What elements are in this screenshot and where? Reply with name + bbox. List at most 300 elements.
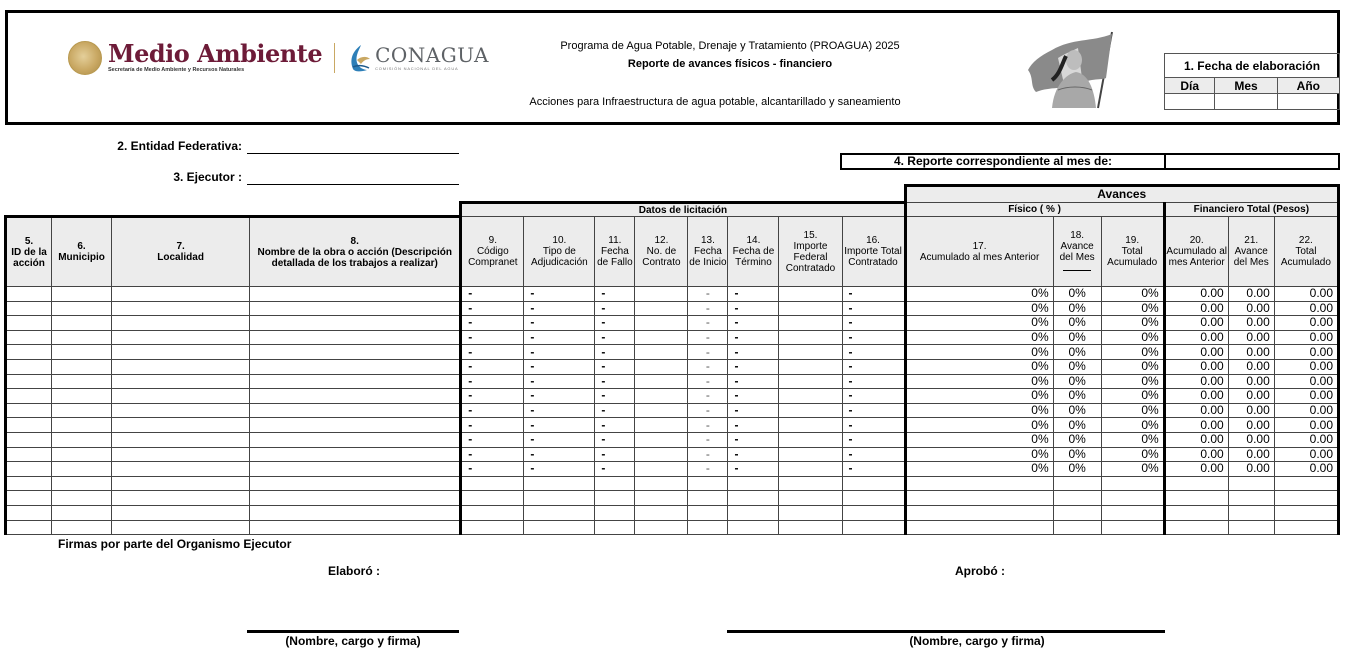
table-cell[interactable]: -: [728, 374, 779, 389]
table-cell[interactable]: [524, 505, 595, 520]
table-cell[interactable]: 0%: [1053, 389, 1101, 404]
table-cell[interactable]: [842, 520, 905, 535]
table-cell[interactable]: -: [728, 359, 779, 374]
table-cell[interactable]: 0.00: [1228, 403, 1274, 418]
table-cell[interactable]: -: [728, 418, 779, 433]
table-cell[interactable]: [635, 345, 688, 360]
table-cell[interactable]: -: [524, 432, 595, 447]
table-cell[interactable]: -: [842, 316, 905, 331]
table-cell[interactable]: 0%: [1101, 316, 1164, 331]
table-cell[interactable]: 0%: [1101, 418, 1164, 433]
table-cell[interactable]: -: [688, 345, 728, 360]
table-cell[interactable]: [112, 505, 250, 520]
table-cell[interactable]: 0.00: [1274, 374, 1338, 389]
table-cell[interactable]: 0%: [1101, 359, 1164, 374]
table-cell[interactable]: [112, 418, 250, 433]
table-cell[interactable]: [52, 345, 112, 360]
entidad-federativa-field[interactable]: [247, 153, 459, 154]
table-cell[interactable]: [779, 447, 842, 462]
table-cell[interactable]: [635, 389, 688, 404]
table-cell[interactable]: [779, 520, 842, 535]
table-cell[interactable]: -: [461, 359, 524, 374]
table-cell[interactable]: 0%: [905, 389, 1053, 404]
table-cell[interactable]: [1101, 520, 1164, 535]
table-cell[interactable]: -: [461, 432, 524, 447]
table-cell[interactable]: [52, 359, 112, 374]
table-cell[interactable]: -: [595, 462, 635, 477]
table-cell[interactable]: [635, 491, 688, 506]
table-cell[interactable]: [461, 505, 524, 520]
table-cell[interactable]: [52, 520, 112, 535]
table-cell[interactable]: [779, 389, 842, 404]
table-cell[interactable]: -: [842, 330, 905, 345]
table-cell[interactable]: 0%: [905, 462, 1053, 477]
table-cell[interactable]: 0%: [905, 330, 1053, 345]
table-cell[interactable]: -: [461, 403, 524, 418]
table-cell[interactable]: [779, 462, 842, 477]
table-cell[interactable]: 0%: [1053, 418, 1101, 433]
table-cell[interactable]: -: [688, 374, 728, 389]
table-cell[interactable]: [779, 374, 842, 389]
table-cell[interactable]: 0.00: [1228, 418, 1274, 433]
table-cell[interactable]: [728, 505, 779, 520]
reporte-mes-field[interactable]: [1166, 155, 1338, 168]
table-cell[interactable]: [6, 301, 52, 316]
table-cell[interactable]: [728, 476, 779, 491]
table-cell[interactable]: [112, 359, 250, 374]
table-cell[interactable]: [112, 462, 250, 477]
table-cell[interactable]: -: [524, 462, 595, 477]
table-cell[interactable]: [842, 491, 905, 506]
table-cell[interactable]: [595, 520, 635, 535]
table-cell[interactable]: 0.00: [1274, 345, 1338, 360]
table-cell[interactable]: [595, 491, 635, 506]
table-cell[interactable]: [112, 476, 250, 491]
table-cell[interactable]: [250, 432, 461, 447]
table-cell[interactable]: -: [688, 389, 728, 404]
table-cell[interactable]: [112, 520, 250, 535]
table-cell[interactable]: 0%: [1101, 345, 1164, 360]
table-cell[interactable]: [842, 505, 905, 520]
table-cell[interactable]: [688, 491, 728, 506]
table-cell[interactable]: [6, 447, 52, 462]
table-cell[interactable]: [6, 389, 52, 404]
table-cell[interactable]: [52, 389, 112, 404]
table-cell[interactable]: [250, 287, 461, 302]
table-cell[interactable]: -: [842, 418, 905, 433]
table-cell[interactable]: [635, 447, 688, 462]
table-cell[interactable]: 0%: [1053, 287, 1101, 302]
table-cell[interactable]: 0.00: [1228, 447, 1274, 462]
table-cell[interactable]: [1164, 505, 1228, 520]
table-cell[interactable]: -: [524, 287, 595, 302]
fecha-anio-field[interactable]: [1277, 94, 1339, 110]
table-cell[interactable]: [524, 476, 595, 491]
table-cell[interactable]: [52, 403, 112, 418]
table-cell[interactable]: [635, 520, 688, 535]
table-cell[interactable]: [6, 374, 52, 389]
table-cell[interactable]: [524, 520, 595, 535]
table-cell[interactable]: [1274, 476, 1338, 491]
table-cell[interactable]: [1164, 491, 1228, 506]
table-cell[interactable]: 0%: [1053, 359, 1101, 374]
elaboro-signature-line[interactable]: [247, 630, 459, 633]
table-cell[interactable]: [635, 476, 688, 491]
table-cell[interactable]: [6, 345, 52, 360]
table-cell[interactable]: [6, 432, 52, 447]
table-cell[interactable]: -: [461, 316, 524, 331]
table-cell[interactable]: 0.00: [1164, 359, 1228, 374]
table-cell[interactable]: 0%: [1053, 374, 1101, 389]
table-cell[interactable]: [6, 287, 52, 302]
table-cell[interactable]: 0.00: [1164, 389, 1228, 404]
table-cell[interactable]: -: [524, 447, 595, 462]
table-cell[interactable]: [461, 491, 524, 506]
table-cell[interactable]: [779, 432, 842, 447]
table-cell[interactable]: 0.00: [1228, 301, 1274, 316]
table-cell[interactable]: [250, 462, 461, 477]
table-cell[interactable]: -: [728, 316, 779, 331]
table-cell[interactable]: [905, 491, 1053, 506]
table-cell[interactable]: 0%: [905, 359, 1053, 374]
table-cell[interactable]: [52, 330, 112, 345]
table-cell[interactable]: 0%: [1101, 447, 1164, 462]
table-cell[interactable]: -: [842, 389, 905, 404]
table-cell[interactable]: 0.00: [1164, 418, 1228, 433]
table-cell[interactable]: 0.00: [1274, 389, 1338, 404]
table-cell[interactable]: -: [595, 301, 635, 316]
table-cell[interactable]: [250, 330, 461, 345]
table-cell[interactable]: [6, 462, 52, 477]
table-cell[interactable]: 0%: [905, 447, 1053, 462]
table-cell[interactable]: 0.00: [1164, 462, 1228, 477]
table-cell[interactable]: -: [595, 287, 635, 302]
fecha-dia-field[interactable]: [1165, 94, 1215, 110]
table-cell[interactable]: [1053, 520, 1101, 535]
table-cell[interactable]: 0%: [1053, 403, 1101, 418]
table-cell[interactable]: -: [688, 301, 728, 316]
table-cell[interactable]: [6, 316, 52, 331]
table-cell[interactable]: [635, 418, 688, 433]
table-cell[interactable]: [1101, 491, 1164, 506]
table-cell[interactable]: [688, 505, 728, 520]
table-cell[interactable]: -: [842, 301, 905, 316]
table-cell[interactable]: [250, 374, 461, 389]
table-cell[interactable]: -: [728, 345, 779, 360]
table-cell[interactable]: 0.00: [1164, 316, 1228, 331]
table-cell[interactable]: 0.00: [1164, 330, 1228, 345]
table-cell[interactable]: 0.00: [1164, 301, 1228, 316]
table-cell[interactable]: -: [842, 359, 905, 374]
table-cell[interactable]: 0%: [1053, 462, 1101, 477]
table-cell[interactable]: 0%: [1053, 345, 1101, 360]
table-cell[interactable]: 0%: [1053, 301, 1101, 316]
table-cell[interactable]: -: [728, 287, 779, 302]
table-cell[interactable]: -: [461, 418, 524, 433]
table-cell[interactable]: -: [595, 432, 635, 447]
table-cell[interactable]: [1101, 476, 1164, 491]
table-cell[interactable]: -: [524, 374, 595, 389]
table-cell[interactable]: [52, 447, 112, 462]
table-cell[interactable]: [779, 287, 842, 302]
table-cell[interactable]: 0.00: [1164, 287, 1228, 302]
table-cell[interactable]: 0.00: [1228, 389, 1274, 404]
table-cell[interactable]: -: [688, 316, 728, 331]
table-cell[interactable]: 0.00: [1164, 447, 1228, 462]
table-cell[interactable]: -: [842, 447, 905, 462]
table-cell[interactable]: 0%: [905, 287, 1053, 302]
table-cell[interactable]: -: [461, 389, 524, 404]
table-cell[interactable]: [728, 520, 779, 535]
table-cell[interactable]: -: [461, 447, 524, 462]
table-cell[interactable]: [905, 476, 1053, 491]
table-cell[interactable]: 0.00: [1274, 359, 1338, 374]
table-cell[interactable]: [461, 476, 524, 491]
table-cell[interactable]: [112, 447, 250, 462]
table-cell[interactable]: [112, 432, 250, 447]
table-cell[interactable]: [779, 345, 842, 360]
table-cell[interactable]: [779, 301, 842, 316]
table-cell[interactable]: [1164, 520, 1228, 535]
table-cell[interactable]: [779, 359, 842, 374]
table-cell[interactable]: 0.00: [1274, 403, 1338, 418]
table-cell[interactable]: 0.00: [1228, 374, 1274, 389]
table-cell[interactable]: [635, 403, 688, 418]
table-cell[interactable]: [779, 476, 842, 491]
table-cell[interactable]: [112, 403, 250, 418]
table-cell[interactable]: -: [728, 330, 779, 345]
table-cell[interactable]: [6, 505, 52, 520]
table-cell[interactable]: -: [595, 345, 635, 360]
table-cell[interactable]: [635, 374, 688, 389]
table-cell[interactable]: -: [728, 389, 779, 404]
table-cell[interactable]: [1228, 491, 1274, 506]
table-cell[interactable]: [779, 403, 842, 418]
table-cell[interactable]: [635, 301, 688, 316]
table-cell[interactable]: [1274, 491, 1338, 506]
table-cell[interactable]: [250, 418, 461, 433]
table-cell[interactable]: [1228, 505, 1274, 520]
table-cell[interactable]: -: [688, 403, 728, 418]
table-cell[interactable]: -: [842, 374, 905, 389]
table-cell[interactable]: [112, 389, 250, 404]
table-cell[interactable]: -: [688, 418, 728, 433]
table-cell[interactable]: 0%: [905, 418, 1053, 433]
table-cell[interactable]: [250, 491, 461, 506]
table-cell[interactable]: [842, 476, 905, 491]
table-cell[interactable]: [112, 491, 250, 506]
table-cell[interactable]: -: [595, 403, 635, 418]
table-cell[interactable]: -: [461, 287, 524, 302]
table-cell[interactable]: [52, 301, 112, 316]
table-cell[interactable]: -: [688, 432, 728, 447]
table-cell[interactable]: [728, 491, 779, 506]
table-cell[interactable]: [52, 316, 112, 331]
table-cell[interactable]: 0.00: [1274, 316, 1338, 331]
table-cell[interactable]: 0%: [1101, 403, 1164, 418]
table-cell[interactable]: [779, 330, 842, 345]
table-cell[interactable]: [779, 418, 842, 433]
table-cell[interactable]: 0.00: [1274, 287, 1338, 302]
table-cell[interactable]: 0.00: [1228, 330, 1274, 345]
table-cell[interactable]: -: [461, 374, 524, 389]
table-cell[interactable]: -: [728, 301, 779, 316]
table-cell[interactable]: [461, 520, 524, 535]
table-cell[interactable]: [635, 287, 688, 302]
table-cell[interactable]: [250, 403, 461, 418]
table-cell[interactable]: -: [524, 359, 595, 374]
table-cell[interactable]: [250, 316, 461, 331]
table-cell[interactable]: [112, 287, 250, 302]
table-cell[interactable]: [6, 403, 52, 418]
table-cell[interactable]: 0%: [1101, 301, 1164, 316]
table-cell[interactable]: -: [688, 330, 728, 345]
table-cell[interactable]: -: [842, 462, 905, 477]
table-cell[interactable]: 0%: [1053, 447, 1101, 462]
table-cell[interactable]: -: [842, 345, 905, 360]
table-cell[interactable]: 0%: [905, 432, 1053, 447]
table-cell[interactable]: [250, 301, 461, 316]
table-cell[interactable]: -: [728, 462, 779, 477]
table-cell[interactable]: [52, 491, 112, 506]
table-cell[interactable]: [635, 432, 688, 447]
table-cell[interactable]: [250, 447, 461, 462]
table-cell[interactable]: 0%: [905, 301, 1053, 316]
table-cell[interactable]: 0.00: [1228, 432, 1274, 447]
table-cell[interactable]: [6, 418, 52, 433]
table-cell[interactable]: [688, 520, 728, 535]
table-cell[interactable]: [779, 316, 842, 331]
table-cell[interactable]: [6, 359, 52, 374]
table-cell[interactable]: -: [524, 389, 595, 404]
table-cell[interactable]: [112, 345, 250, 360]
table-cell[interactable]: 0.00: [1164, 432, 1228, 447]
fecha-mes-field[interactable]: [1215, 94, 1277, 110]
table-cell[interactable]: [52, 432, 112, 447]
table-cell[interactable]: 0.00: [1228, 287, 1274, 302]
table-cell[interactable]: [524, 491, 595, 506]
table-cell[interactable]: -: [728, 432, 779, 447]
table-cell[interactable]: -: [595, 389, 635, 404]
table-cell[interactable]: [1101, 505, 1164, 520]
table-cell[interactable]: [905, 505, 1053, 520]
table-cell[interactable]: -: [595, 447, 635, 462]
table-cell[interactable]: 0.00: [1228, 462, 1274, 477]
table-cell[interactable]: 0%: [1101, 389, 1164, 404]
table-cell[interactable]: -: [688, 447, 728, 462]
table-cell[interactable]: [635, 316, 688, 331]
table-cell[interactable]: [688, 476, 728, 491]
table-cell[interactable]: [250, 359, 461, 374]
table-cell[interactable]: -: [688, 462, 728, 477]
table-cell[interactable]: -: [842, 403, 905, 418]
table-cell[interactable]: [595, 505, 635, 520]
table-cell[interactable]: -: [688, 287, 728, 302]
table-cell[interactable]: [1228, 476, 1274, 491]
table-cell[interactable]: 0.00: [1228, 345, 1274, 360]
table-cell[interactable]: -: [728, 447, 779, 462]
table-cell[interactable]: -: [524, 418, 595, 433]
table-cell[interactable]: [1274, 505, 1338, 520]
table-cell[interactable]: -: [461, 345, 524, 360]
table-cell[interactable]: [779, 491, 842, 506]
table-cell[interactable]: 0.00: [1274, 432, 1338, 447]
table-cell[interactable]: [250, 505, 461, 520]
table-cell[interactable]: -: [842, 287, 905, 302]
table-cell[interactable]: -: [524, 345, 595, 360]
table-cell[interactable]: [635, 330, 688, 345]
table-cell[interactable]: [779, 505, 842, 520]
table-cell[interactable]: [6, 520, 52, 535]
table-cell[interactable]: 0.00: [1274, 447, 1338, 462]
table-cell[interactable]: -: [728, 403, 779, 418]
table-cell[interactable]: [112, 374, 250, 389]
table-cell[interactable]: [52, 476, 112, 491]
table-cell[interactable]: [635, 462, 688, 477]
table-cell[interactable]: 0%: [1101, 287, 1164, 302]
table-cell[interactable]: [1164, 476, 1228, 491]
table-cell[interactable]: [250, 389, 461, 404]
table-cell[interactable]: -: [595, 316, 635, 331]
table-cell[interactable]: 0.00: [1228, 359, 1274, 374]
table-cell[interactable]: [635, 359, 688, 374]
table-cell[interactable]: -: [524, 330, 595, 345]
table-cell[interactable]: -: [524, 316, 595, 331]
table-cell[interactable]: -: [842, 432, 905, 447]
table-cell[interactable]: [1228, 520, 1274, 535]
table-cell[interactable]: 0%: [905, 316, 1053, 331]
table-cell[interactable]: [250, 520, 461, 535]
table-cell[interactable]: [250, 476, 461, 491]
table-cell[interactable]: 0%: [1053, 330, 1101, 345]
table-cell[interactable]: 0.00: [1274, 330, 1338, 345]
table-cell[interactable]: 0%: [905, 374, 1053, 389]
table-cell[interactable]: -: [461, 330, 524, 345]
table-cell[interactable]: -: [595, 330, 635, 345]
table-cell[interactable]: [112, 330, 250, 345]
table-cell[interactable]: -: [524, 301, 595, 316]
table-cell[interactable]: [595, 476, 635, 491]
table-cell[interactable]: [250, 345, 461, 360]
table-cell[interactable]: [52, 287, 112, 302]
table-cell[interactable]: [52, 374, 112, 389]
table-cell[interactable]: 0%: [1053, 432, 1101, 447]
table-cell[interactable]: 0.00: [1164, 345, 1228, 360]
table-cell[interactable]: [1274, 520, 1338, 535]
table-cell[interactable]: -: [461, 301, 524, 316]
table-cell[interactable]: 0.00: [1274, 462, 1338, 477]
table-cell[interactable]: 0.00: [1274, 418, 1338, 433]
table-cell[interactable]: -: [688, 359, 728, 374]
table-cell[interactable]: [1053, 491, 1101, 506]
table-cell[interactable]: 0.00: [1164, 403, 1228, 418]
table-cell[interactable]: 0%: [1101, 462, 1164, 477]
table-cell[interactable]: 0%: [1101, 432, 1164, 447]
table-cell[interactable]: [52, 505, 112, 520]
table-cell[interactable]: -: [461, 462, 524, 477]
table-cell[interactable]: [1053, 476, 1101, 491]
table-cell[interactable]: [52, 418, 112, 433]
table-cell[interactable]: [52, 462, 112, 477]
table-cell[interactable]: [1053, 505, 1101, 520]
table-cell[interactable]: [6, 330, 52, 345]
table-cell[interactable]: 0%: [905, 403, 1053, 418]
table-cell[interactable]: [112, 316, 250, 331]
table-cell[interactable]: 0.00: [1228, 316, 1274, 331]
table-cell[interactable]: 0.00: [1274, 301, 1338, 316]
aprobo-signature-line[interactable]: [727, 630, 1165, 633]
table-cell[interactable]: -: [595, 418, 635, 433]
